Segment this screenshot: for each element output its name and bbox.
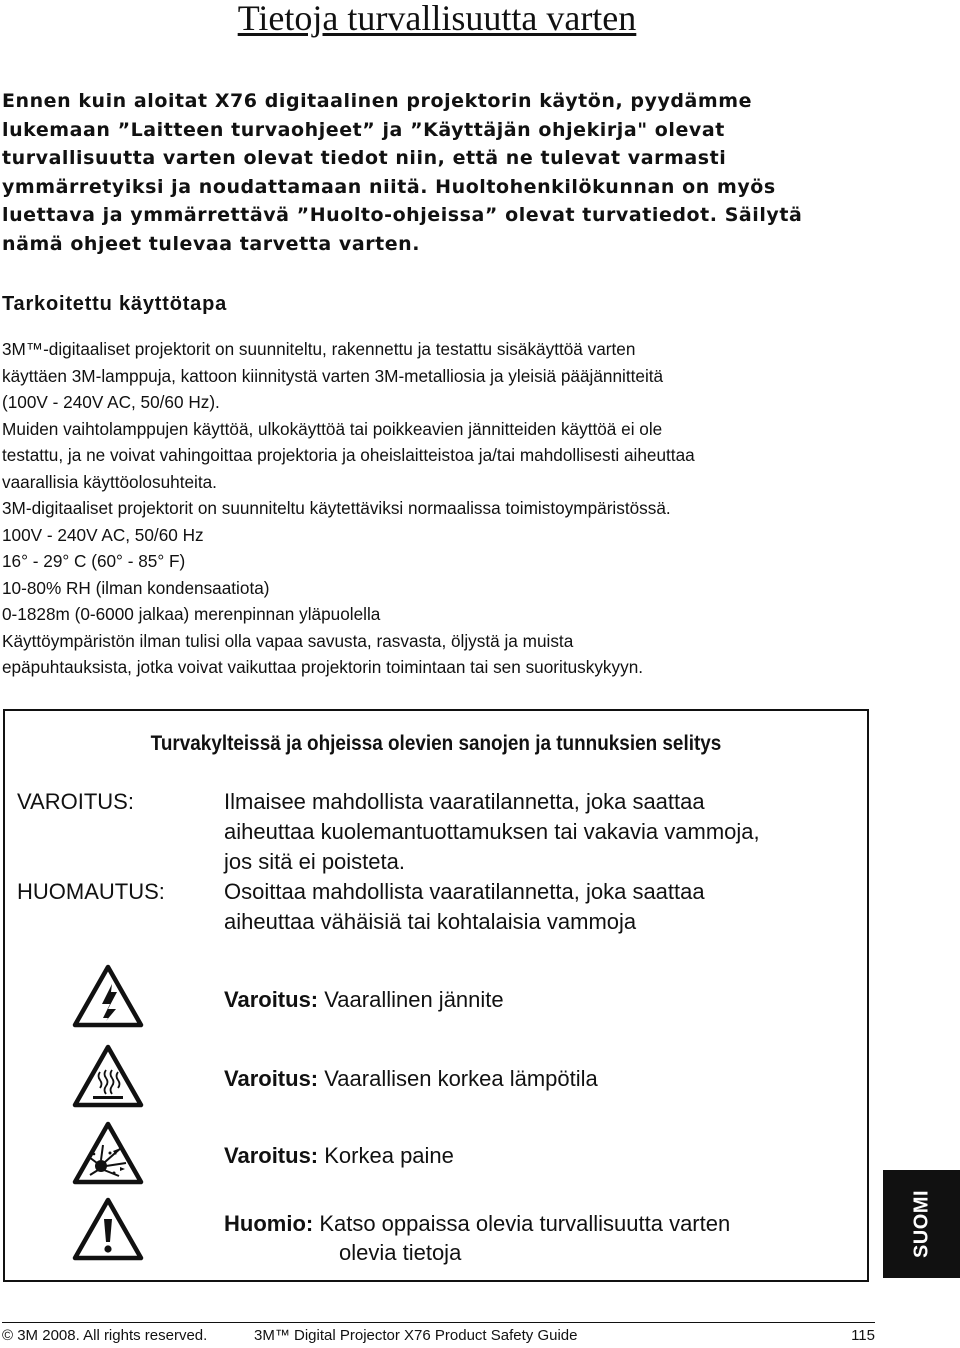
body-line: käyttäen 3M-lamppuja, kattoon kiinnitystä varten 3M-metalliosia ja yleisiä pääjännitteitä [2, 365, 664, 386]
symbol-label: Varoitus: [224, 1143, 319, 1168]
symbol-text: Korkea paine [318, 1143, 454, 1168]
page-number: 115 [851, 1327, 875, 1344]
safety-legend-box [3, 709, 869, 1282]
definition-line: Osoittaa mahdollista vaaratilannetta, joka saattaa [224, 879, 705, 904]
page-title: Tietoja turvallisuutta varten [237, 0, 637, 38]
body-line: 3M™-digitaaliset projektorit on suunniteltu, rakennettu ja testattu sisäkäyttöä varten [2, 339, 636, 359]
intro-line: nämä ohjeet tulevaa tarvetta varten. [2, 232, 421, 255]
symbol-text: Vaarallisen korkea lämpötila [318, 1066, 598, 1091]
symbol-label: Huomio: [224, 1211, 314, 1236]
body-line: 10-80% RH (ilman kondensaatiota) [2, 577, 270, 598]
definition-line: jos sitä ei poisteta. [224, 849, 405, 874]
intro-line: Ennen kuin aloitat X76 digitaalinen projektorin käytön, pyydämme [2, 90, 753, 112]
language-tab [883, 1170, 960, 1278]
warning-term: VAROITUS: [17, 789, 134, 814]
body-line: Käyttöympäristön ilman tulisi olla vapaa savusta, rasvasta, öljystä ja muista [2, 630, 574, 651]
symbol-label: Varoitus: [224, 1066, 319, 1091]
definition-line: aiheuttaa kuolemantuottamuksen tai vakavia vammoja, [224, 819, 760, 844]
body-line: (100V - 240V AC, 50/60 Hz). [2, 392, 220, 412]
definition-line: Ilmaisee mahdollista vaaratilannetta, joka saattaa [224, 789, 705, 814]
body-line: 0-1828m (0-6000 jalkaa) merenpinnan yläpuolella [2, 604, 381, 624]
body-line: epäpuhtauksista, jotka voivat vaikuttaa projektorin toimintaan tai sen suorituskykyyn. [2, 657, 644, 677]
intro-line: ymmärretyiksi ja noudattamaan niitä. Huoltohenkilökunnan on myös [2, 175, 776, 198]
definition-line: aiheuttaa vähäisiä tai kohtalaisia vammoja [224, 909, 637, 934]
body-line: Muiden vaihtolamppujen käyttöä, ulkokäyttöä tai poikkeavien jännitteiden käyttöä ei ole [2, 418, 663, 439]
caution-definition [224, 877, 864, 937]
symbol-text-continued: olevia tietoja [339, 1240, 462, 1265]
section-heading: Tarkoitettu käyttötapa [2, 293, 228, 315]
body-line: 100V - 240V AC, 50/60 Hz [2, 524, 204, 545]
footer-guide-title: 3M™ Digital Projector X76 Product Safety Guide [254, 1327, 578, 1344]
symbol-text: Katso oppaissa olevia turvallisuutta varten [313, 1211, 731, 1236]
footer-divider [2, 1322, 875, 1323]
symbol-label: Varoitus: [224, 987, 319, 1012]
high-voltage-icon [72, 964, 144, 1028]
footer [2, 1326, 875, 1346]
symbol-caption [224, 1141, 454, 1171]
intro-line: lukemaan ”Laitteen turvaohjeet” ja ”Käyttäjän ohjekirja" olevat [2, 118, 725, 141]
intro-paragraph [2, 87, 872, 258]
symbol-caption [224, 1064, 598, 1094]
body-line: 3M-digitaaliset projektorit on suunniteltu käytettäviksi normaalissa toimistoympäristössä. [2, 498, 671, 518]
caution-term: HUOMAUTUS: [17, 879, 165, 904]
language-tab-label: SUOMI [910, 1189, 932, 1259]
hot-surface-icon [72, 1044, 144, 1108]
attention-icon [72, 1197, 144, 1261]
symbol-text: Vaarallinen jännite [318, 987, 504, 1012]
symbol-caption [224, 1209, 730, 1239]
intended-use-text [2, 336, 882, 681]
intro-line: luettava ja ymmärrettävä ”Huolto-ohjeissa” olevat turvatiedot. Säilytä [2, 204, 803, 226]
explosion-icon [72, 1121, 144, 1185]
body-line: vaarallisia käyttöolosuhteita. [2, 471, 217, 492]
body-line: testattu, ja ne voivat vahingoittaa projektoria ja oheislaitteistoa ja/tai mahdollisesti aiheuttaa [2, 445, 695, 465]
symbol-caption [224, 985, 504, 1015]
legend-title: Turvakylteissä ja ohjeissa olevien sanojen ja tunnuksien selitys [150, 731, 722, 755]
footer-copyright: © 3M 2008. All rights reserved. [2, 1327, 208, 1344]
warning-definition [224, 787, 864, 877]
body-line: 16° - 29° C (60° - 85° F) [2, 551, 186, 571]
intro-line: turvallisuutta varten olevat tiedot niin, että ne tulevat varmasti [2, 147, 727, 169]
